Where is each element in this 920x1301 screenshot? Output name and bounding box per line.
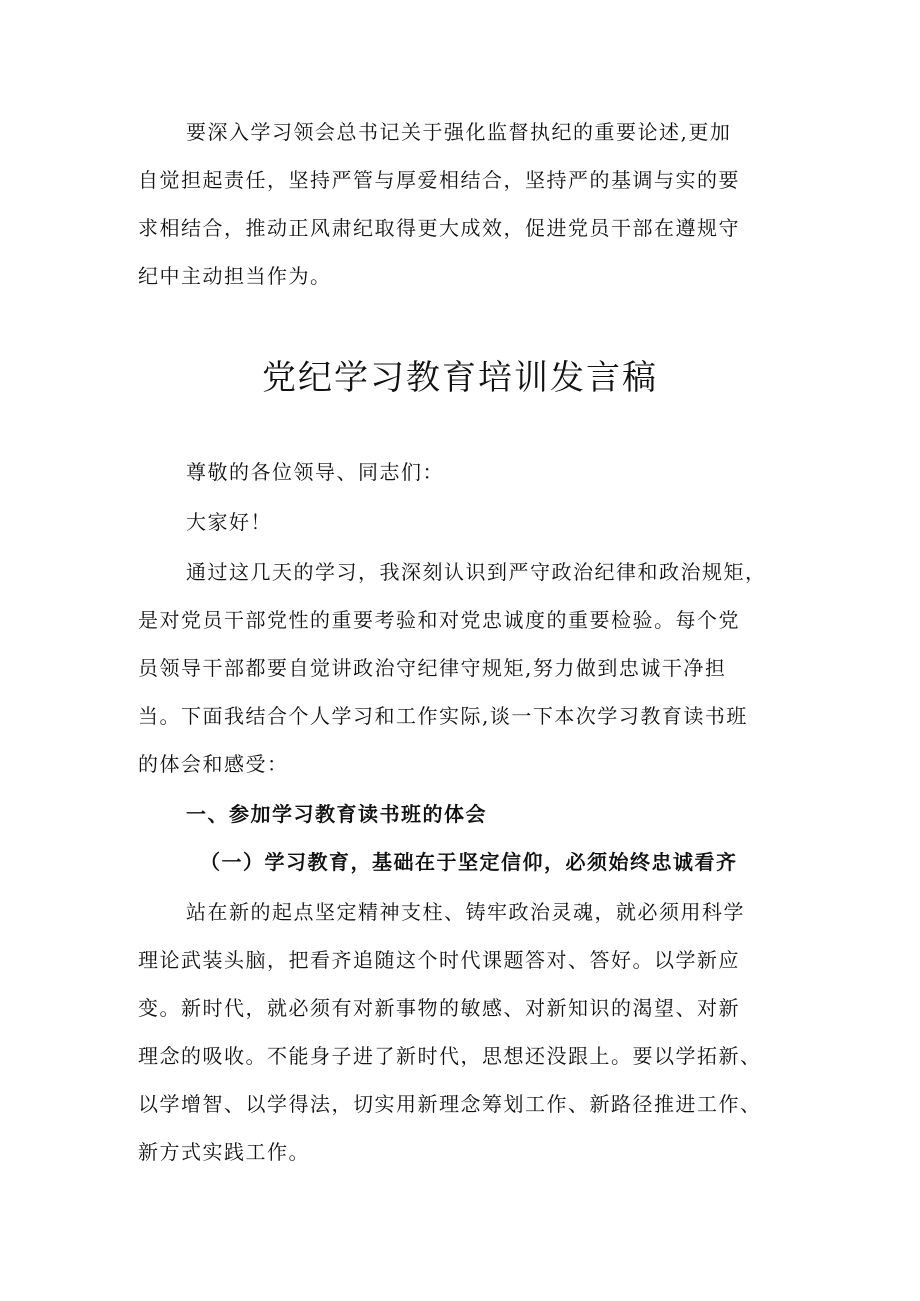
paragraph2-line-6: 新方式实践工作。: [138, 1140, 310, 1164]
intro-line-3: 求相结合，推动正风肃纪取得更大成效，促进党员干部在遵规守: [138, 216, 740, 240]
greeting: 大家好！: [186, 510, 272, 534]
document-title: 党纪学习教育培训发言稿: [262, 358, 658, 398]
intro-line-4: 纪中主动担当作为。: [138, 264, 332, 288]
paragraph1-line-4: 当。下面我结合个人学习和工作实际,谈一下本次学习教育读书班: [138, 704, 748, 728]
salutation: 尊敬的各位领导、同志们：: [186, 460, 444, 484]
section-heading-1: 一、参加学习教育读书班的体会: [186, 802, 487, 826]
paragraph2-line-2: 理论武装头脑，把看齐追随这个时代课题答对、答好。以学新应: [138, 948, 740, 972]
paragraph2-line-5: 以学增智、以学得法，切实用新理念筹划工作、新路径推进工作、: [138, 1092, 762, 1116]
paragraph2-line-1: 站在新的起点坚定精神支柱、铸牢政治灵魂，就必须用科学: [186, 900, 745, 924]
paragraph2-line-3: 变。新时代，就必须有对新事物的敏感、对新知识的渴望、对新: [138, 996, 740, 1020]
paragraph1-line-3: 员领导干部都要自觉讲政治守纪律守规矩,努力做到忠诚干净担: [138, 656, 727, 680]
intro-line-1: 要深入学习领会总书记关于强化监督执纪的重要论述,更加: [186, 120, 732, 144]
subsection-heading-1: （一）学习教育，基础在于坚定信仰，必须始终忠诚看齐: [200, 850, 738, 874]
paragraph2-line-4: 理念的吸收。不能身子进了新时代，思想还没跟上。要以学拓新、: [138, 1044, 762, 1068]
paragraph1-line-5: 的体会和感受：: [138, 752, 289, 776]
paragraph1-line-1: 通过这几天的学习，我深刻认识到严守政治纪律和政治规矩，: [186, 560, 767, 584]
paragraph1-line-2: 是对党员干部党性的重要考验和对党忠诚度的重要检验。每个党: [138, 608, 740, 632]
intro-line-2: 自觉担起责任，坚持严管与厚爱相结合，坚持严的基调与实的要: [138, 168, 740, 192]
